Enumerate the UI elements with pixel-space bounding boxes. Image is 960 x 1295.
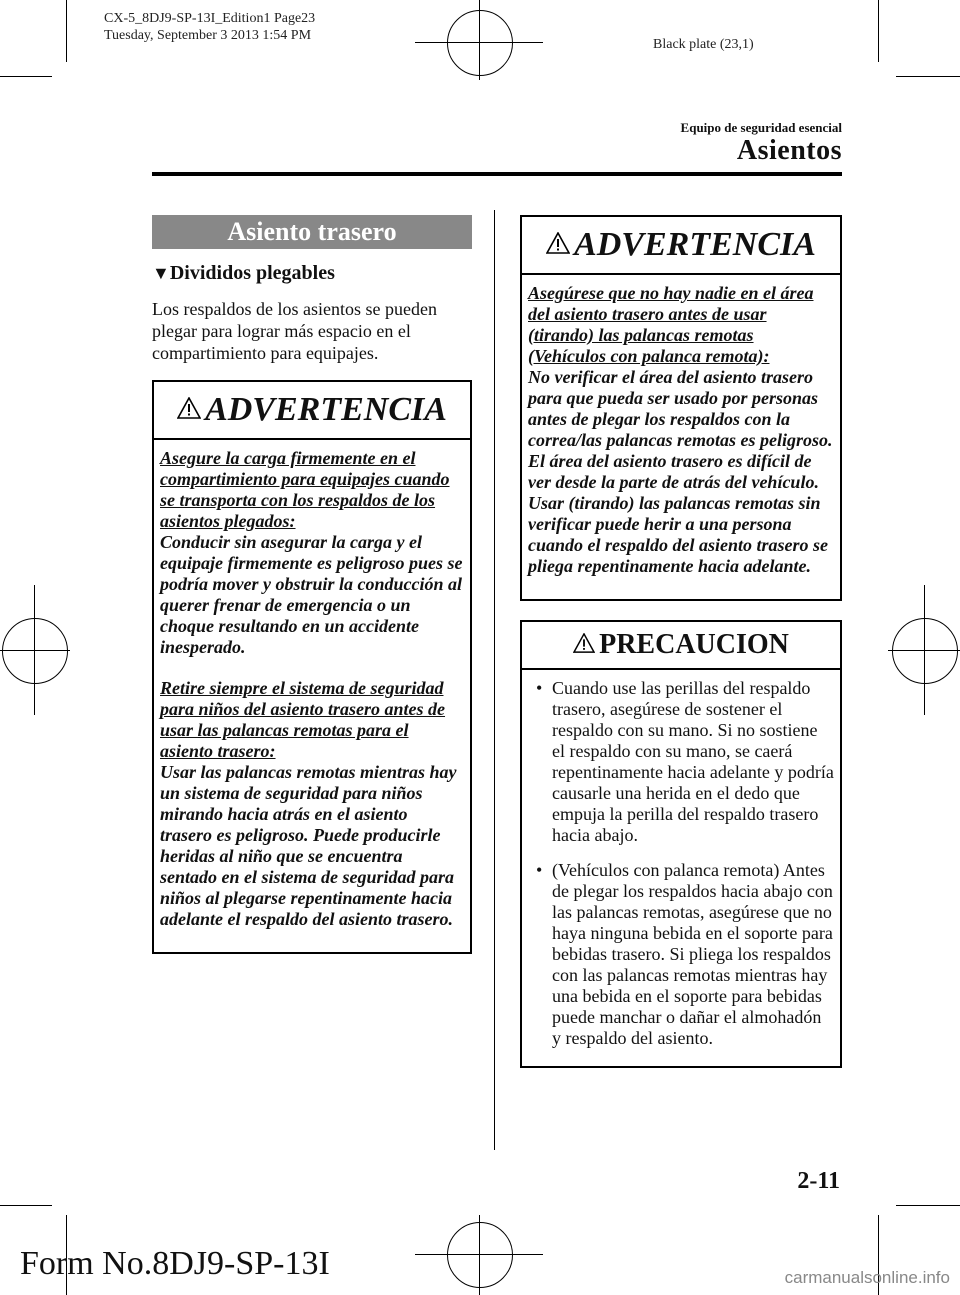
section-label: Equipo de seguridad esencial bbox=[680, 120, 842, 135]
crop-mark bbox=[0, 1205, 52, 1206]
warning-box-left bbox=[152, 380, 472, 954]
caution-box bbox=[520, 620, 842, 1068]
crop-mark bbox=[878, 0, 879, 62]
header-rule bbox=[152, 172, 842, 176]
registration-target-bottom bbox=[447, 1222, 513, 1288]
warning-header bbox=[522, 217, 840, 275]
registration-target-top bbox=[447, 10, 513, 76]
warning-title: ADVERTENCIA bbox=[205, 391, 447, 428]
print-meta-line1: CX-5_8DJ9-SP-13I_Edition1 Page23 bbox=[104, 11, 316, 26]
registration-line bbox=[0, 650, 70, 651]
warning-body bbox=[154, 440, 470, 940]
caution-body bbox=[522, 670, 840, 1059]
warning-triangle-icon bbox=[177, 397, 201, 419]
registration-line bbox=[34, 585, 35, 715]
page-number: 2-11 bbox=[797, 1168, 840, 1194]
warning-triangle-icon bbox=[546, 232, 570, 254]
warning-heading: Retire siempre el sistema de seguridad para niños del asiento trasero antes de usar las palancas remotas para el asiento trasero: bbox=[160, 678, 446, 761]
triangle-down-icon: ▼ bbox=[152, 263, 170, 283]
print-metadata bbox=[104, 10, 315, 44]
watermark: carmanualsonline.info bbox=[784, 1268, 950, 1287]
form-number: Form No.8DJ9-SP-13I bbox=[20, 1245, 330, 1282]
warning-title: ADVERTENCIA bbox=[574, 226, 816, 263]
plate-label: Black plate (23,1) bbox=[653, 37, 754, 52]
caution-item: • (Vehículos con palanca remota) Antes de plegar los respaldos hacia abajo con las palancas remotas, asegúrese que no haya ninguna bebida en el soporte para bebidas trasero. Si pliega los respaldos con las palancas remotas mientras hay una bebida en el soporte para bebidas puede manchar o dañar el almohadón y respaldo del asiento. bbox=[528, 860, 834, 1049]
caution-title: PRECAUCION bbox=[599, 629, 789, 660]
registration-line bbox=[924, 585, 925, 715]
intro-paragraph: Los respaldos de los asientos se pueden plegar para lograr más espacio en el compartimiento para equipajes. bbox=[152, 299, 437, 363]
warning-heading: Asegure la carga firmemente en el compartimiento para equipajes cuando se transporta con los respaldos de los asientos plegados: bbox=[160, 448, 450, 531]
warning-header bbox=[154, 382, 470, 440]
print-meta-line2: Tuesday, September 3 2013 1:54 PM bbox=[104, 28, 312, 43]
warning-body bbox=[522, 275, 840, 587]
crop-mark bbox=[896, 1205, 960, 1206]
subhead-text: Divididos plegables bbox=[169, 262, 335, 284]
registration-line bbox=[479, 0, 480, 80]
warning-text: Usar las palancas remotas mientras hay un sistema de seguridad para niños mirando hacia atrás en el asiento trasero es peligroso. Puede producirle heridas al niño que se encuentra sentado en el sistema de seguridad para niños al plegarse repentinamente hacia adelante el respaldo del asiento trasero. bbox=[160, 762, 457, 929]
registration-line bbox=[479, 1215, 480, 1295]
crop-mark bbox=[66, 0, 67, 62]
warning-paragraph bbox=[160, 678, 464, 930]
caution-header bbox=[522, 622, 840, 670]
crop-mark bbox=[896, 76, 960, 77]
warning-heading: Asegúrese que no hay nadie en el área del asiento trasero antes de usar (tirando) las palancas remotas (Vehículos con palanca remota): bbox=[528, 283, 814, 366]
topic-band: Asiento trasero bbox=[152, 215, 472, 249]
caution-item: • Cuando use las perillas del respaldo trasero, asegúrese de sostener el respaldo con su mano. Si no sostiene el respaldo con su mano, se caerá repentinamente hacia adelante y podría causarle una herida en el dedo que empuja la perilla del respaldo trasero hacia abajo. bbox=[528, 678, 834, 846]
warning-text: Conducir sin asegurar la carga y el equipaje firmemente es peligroso pues se podría mover y obstruir la conducción al querer frenar de emergencia o un choque resultando en un accidente inesperado. bbox=[160, 532, 463, 657]
warning-box-right bbox=[520, 215, 842, 601]
section-title: Asientos bbox=[736, 135, 842, 166]
warning-triangle-icon bbox=[573, 633, 595, 653]
registration-target-left bbox=[2, 618, 68, 684]
warning-paragraph bbox=[160, 448, 464, 658]
column-divider bbox=[494, 210, 495, 1150]
subhead bbox=[152, 262, 335, 285]
warning-text: No verificar el área del asiento trasero para que pueda ser usado por personas antes de plegar los respaldos con la correa/las palancas remotas es peligroso. El área del asiento trasero es difícil de ver desde la parte de atrás del vehículo. Usar (tirando) las palancas remotas sin verificar puede herir a una persona cuando el respaldo del asiento trasero se pliega repentinamente hacia adelante. bbox=[528, 367, 833, 576]
registration-target-right bbox=[892, 618, 958, 684]
crop-mark bbox=[0, 76, 52, 77]
